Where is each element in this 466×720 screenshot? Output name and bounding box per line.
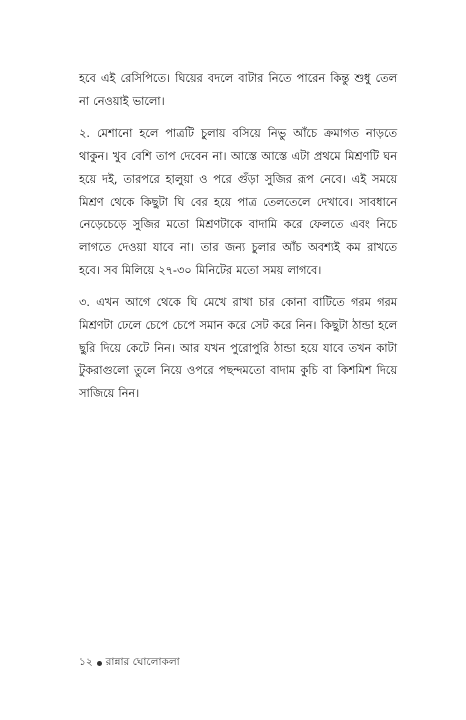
bullet-separator (97, 661, 102, 666)
body-text (79, 68, 397, 416)
page-footer (79, 655, 180, 672)
paragraph-continuation: হবে এই রেসিপিতে। ঘিয়ের বদলে বাটার নিতে পারেন কিন্তু শুধু তেল না নেওয়াই ভালো। (79, 72, 397, 108)
paragraph-step-2: ২. মেশানো হলে পাত্রটি চুলায় বসিয়ে নিভু আঁচে ক্রমাগত নাড়তে থাকুন। খুব বেশি তাপ দেবেন না। আস্তে আস্তে এটা প্রথমে মিশ্রণটি ঘন হয়ে দই, তারপরে হালুয়া ও পরে গুঁড়া সুজির রূপ নেবে। এই সময়ে মিশ্রণ থেকে কিছুটা ঘি বের হয়ে পাত্র তেলতেলে দেখাবে। সাবধানে নেড়েচেড়ে সুজির মতো মিশ্রণটাকে বাদামি করে ফেলতে এবং নিচে লাগতে দেওয়া যাবে না। তার জন্য চুলার আঁচ অবশ্যই কম রাখতে হবে। সব মিলিয়ে ২৭-৩০ মিনিটের মতো সময় লাগবে। (79, 127, 397, 277)
page-number: ১২ (79, 656, 93, 668)
paragraph-step-3: ৩. এখন আগে থেকে ঘি মেখে রাখা চার কোনা বাটিতে গরম গরম মিশ্রণটা ঢেলে চেপে চেপে সমান করে সেট করে নিন। কিছুটা ঠান্ডা হলে ছুরি দিয়ে কেটে নিন। আর যখন পুরোপুরি ঠান্ডা হয়ে যাবে তখন কাটা টুকরাগুলো তুলে নিয়ে ওপরে পছন্দমতো বাদাম কুচি বা কিশমিশ দিয়ে সাজিয়ে নিন। (79, 296, 397, 401)
running-title: রান্নার ঘোলোকলা (105, 656, 180, 668)
